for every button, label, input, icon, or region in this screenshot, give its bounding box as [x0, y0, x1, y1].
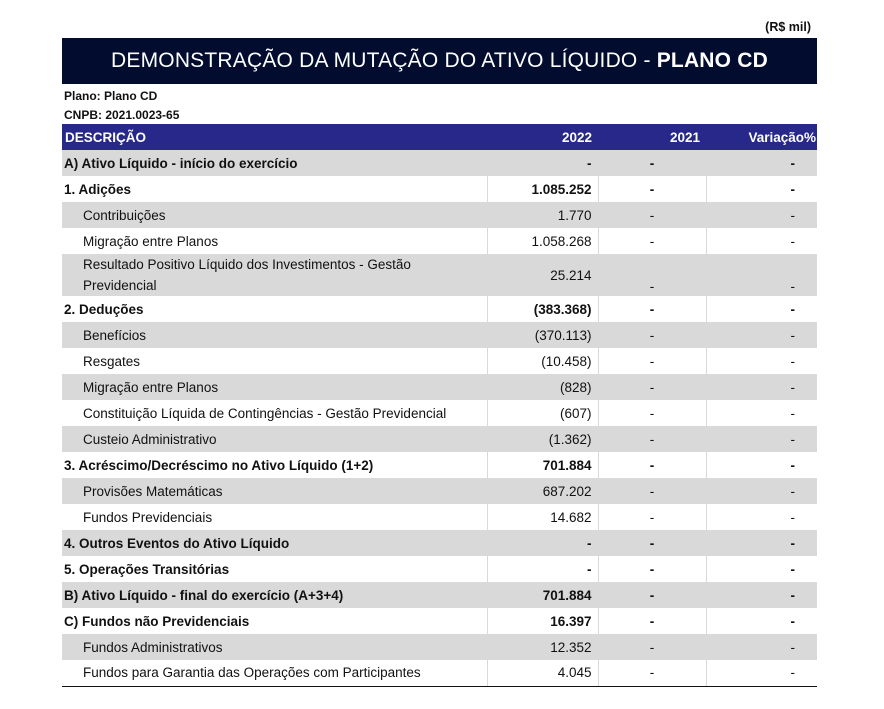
- row-variacao: -: [706, 530, 817, 556]
- column-header-variacao: Variação%: [748, 129, 816, 145]
- row-value-2021: -: [598, 530, 706, 556]
- table-row: [62, 176, 817, 202]
- row-variacao: -: [706, 556, 817, 582]
- row-value-2022: 12.352: [487, 634, 598, 660]
- row-value-2021: -: [598, 660, 706, 686]
- currency-unit-label: (R$ mil): [765, 20, 811, 34]
- row-description: Custeio Administrativo: [83, 431, 217, 447]
- row-description: B) Ativo Líquido - final do exercício (A+3+4): [64, 587, 344, 603]
- table-row: [62, 608, 817, 634]
- row-variacao: -: [706, 400, 817, 426]
- table-row: [62, 254, 817, 296]
- table-row: [62, 634, 817, 660]
- row-description: Benefícios: [83, 327, 147, 343]
- row-value-2022: 1.085.252: [487, 176, 598, 202]
- row-value-2022: 25.214: [487, 254, 598, 296]
- row-value-2021: -: [598, 504, 706, 530]
- row-description: Contribuições: [83, 207, 166, 223]
- row-value-2022: 1.058.268: [487, 228, 598, 254]
- row-variacao: -: [706, 608, 817, 634]
- row-value-2021: -: [598, 634, 706, 660]
- mutation-table: [62, 124, 817, 687]
- row-description: Constituição Líquida de Contingências - Gestão Previdencial: [83, 405, 447, 421]
- row-variacao: -: [706, 504, 817, 530]
- row-variacao: -: [706, 202, 817, 228]
- row-description: Resgates: [83, 353, 141, 369]
- table-row: [62, 452, 817, 478]
- table-row: [62, 322, 817, 348]
- statement-title-bar: [62, 38, 817, 84]
- row-value-2021: -: [598, 296, 706, 322]
- row-value-2021: -: [598, 254, 706, 296]
- table-row: [62, 228, 817, 254]
- row-variacao: -: [706, 296, 817, 322]
- table-header-row: [62, 124, 817, 150]
- statement-title: DEMONSTRAÇÃO DA MUTAÇÃO DO ATIVO LÍQUIDO -: [111, 49, 651, 72]
- row-description: 5. Operações Transitórias: [64, 561, 230, 577]
- row-variacao: -: [706, 452, 817, 478]
- row-description: Fundos Previdenciais: [83, 509, 213, 525]
- row-description: Fundos para Garantia das Operações com Participantes: [62, 660, 487, 686]
- row-variacao: -: [706, 176, 817, 202]
- row-value-2022: -: [487, 150, 598, 176]
- table-row: [62, 296, 817, 322]
- row-value-2022: (10.458): [487, 348, 598, 374]
- table-row: [62, 582, 817, 608]
- row-variacao: -: [706, 426, 817, 452]
- row-description: 2. Deduções: [64, 301, 144, 317]
- row-value-2021: -: [598, 608, 706, 634]
- row-value-2022: (1.362): [487, 426, 598, 452]
- row-value-2021: -: [598, 426, 706, 452]
- row-value-2022: 1.770: [487, 202, 598, 228]
- table-row: [62, 556, 817, 582]
- row-value-2022: (828): [487, 374, 598, 400]
- table-row: [62, 530, 817, 556]
- row-variacao: -: [706, 150, 817, 176]
- table-row: [62, 504, 817, 530]
- row-description: 4. Outros Eventos do Ativo Líquido: [64, 535, 290, 551]
- row-description: 1. Adições: [64, 181, 132, 197]
- row-description: C) Fundos não Previdenciais: [64, 613, 250, 629]
- row-variacao: -: [706, 660, 817, 686]
- row-variacao: -: [706, 228, 817, 254]
- row-value-2022: -: [487, 530, 598, 556]
- column-header-descricao: DESCRIÇÃO: [65, 129, 147, 145]
- table-row: [62, 150, 817, 176]
- row-value-2022: 14.682: [487, 504, 598, 530]
- row-value-2021: -: [598, 202, 706, 228]
- row-value-2021: -: [598, 176, 706, 202]
- row-value-2022: (607): [487, 400, 598, 426]
- row-variacao: -: [706, 634, 817, 660]
- table-row: [62, 478, 817, 504]
- row-value-2021: -: [598, 374, 706, 400]
- row-value-2022: (383.368): [487, 296, 598, 322]
- column-header-2021: 2021: [669, 129, 700, 145]
- table-row: [62, 426, 817, 452]
- row-value-2021: -: [598, 556, 706, 582]
- table-row: [62, 660, 817, 686]
- table-row: [62, 202, 817, 228]
- row-description: Migração entre Planos: [83, 233, 219, 249]
- row-variacao: -: [706, 374, 817, 400]
- row-value-2021: -: [598, 582, 706, 608]
- row-value-2022: 701.884: [487, 582, 598, 608]
- column-header-2022: 2022: [561, 129, 592, 145]
- row-value-2022: 4.045: [487, 660, 598, 686]
- row-variacao: -: [706, 348, 817, 374]
- row-value-2022: 701.884: [487, 452, 598, 478]
- row-description: Migração entre Planos: [83, 379, 219, 395]
- row-value-2022: -: [487, 556, 598, 582]
- row-value-2021: -: [598, 322, 706, 348]
- statement-title-plan: PLANO CD: [656, 49, 768, 72]
- row-description: Provisões Matemáticas: [83, 483, 223, 499]
- row-value-2021: -: [598, 400, 706, 426]
- row-description: 3. Acréscimo/Decréscimo no Ativo Líquido (1+2): [64, 457, 374, 473]
- row-value-2021: -: [598, 348, 706, 374]
- row-value-2021: -: [598, 228, 706, 254]
- row-variacao: -: [706, 322, 817, 348]
- row-value-2022: 687.202: [487, 478, 598, 504]
- row-value-2022: 16.397: [487, 608, 598, 634]
- table-row: [62, 348, 817, 374]
- table-row: [62, 400, 817, 426]
- table-row: [62, 374, 817, 400]
- row-description: Fundos Administrativos: [83, 639, 223, 655]
- row-variacao: -: [706, 254, 817, 296]
- row-value-2022: (370.113): [487, 322, 598, 348]
- row-variacao: -: [706, 478, 817, 504]
- row-description: A) Ativo Líquido - início do exercício: [64, 155, 298, 171]
- plan-name: Plano: Plano CD: [64, 89, 158, 103]
- row-variacao: -: [706, 582, 817, 608]
- plan-cnpb: CNPB: 2021.0023-65: [64, 108, 180, 122]
- row-value-2021: -: [598, 150, 706, 176]
- row-value-2021: -: [598, 452, 706, 478]
- row-description: Resultado Positivo Líquido dos Investimentos - Gestão Previdencial: [83, 257, 411, 293]
- row-value-2021: -: [598, 478, 706, 504]
